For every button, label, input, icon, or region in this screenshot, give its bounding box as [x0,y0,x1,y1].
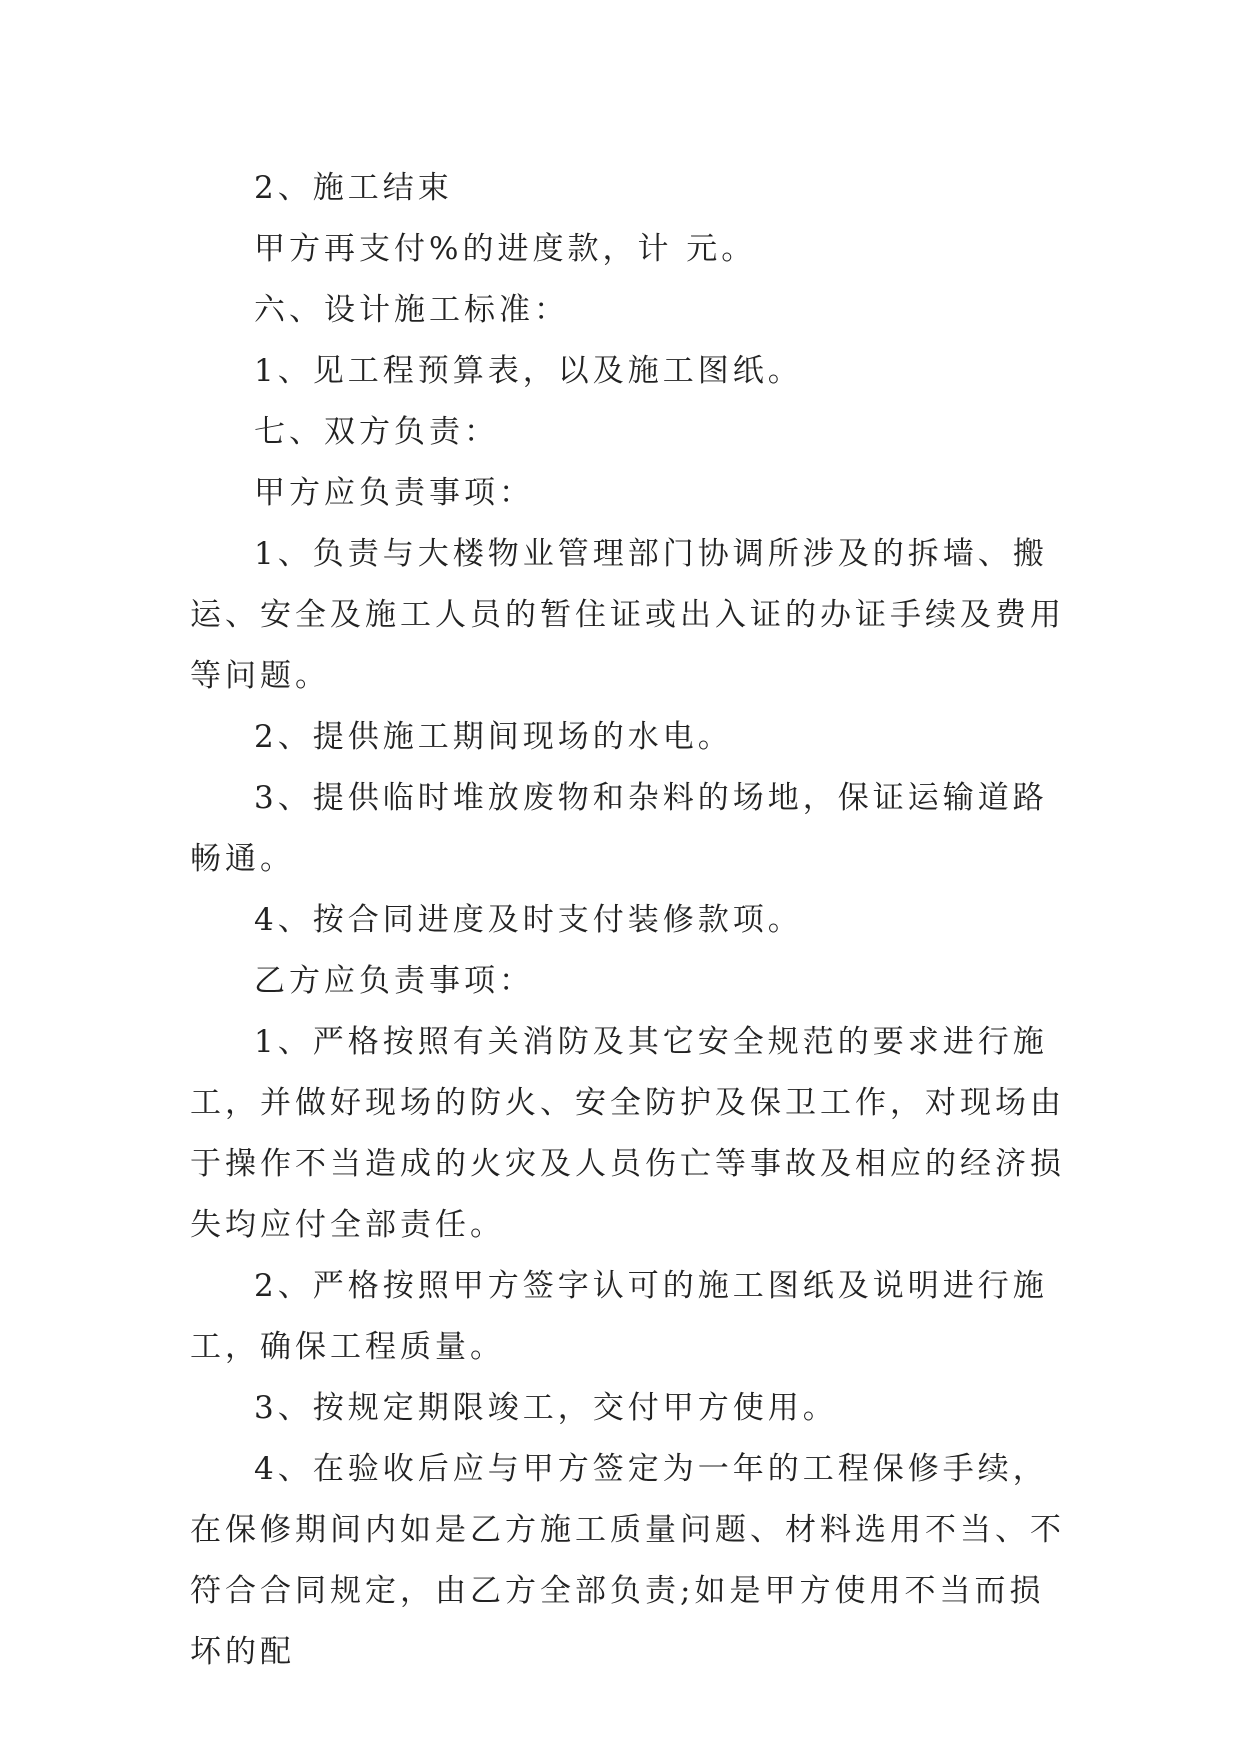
paragraph: 3、提供临时堆放废物和杂料的场地，保证运输道路畅通。 [190,780,1048,877]
document-body [190,158,1070,1683]
section-heading: 六、设计施工标准： [254,292,569,328]
paragraph: 2、提供施工期间现场的水电。 [254,719,733,755]
paragraph: 4、按合同进度及时支付装修款项。 [254,902,803,938]
paragraph: 2、严格按照甲方签字认可的施工图纸及说明进行施工，确保工程质量。 [190,1268,1048,1365]
paragraph: 1、负责与大楼物业管理部门协调所涉及的拆墙、搬运、安全及施工人员的暂住证或出入证的办证手续及费用等问题。 [190,536,1065,694]
paragraph: 2、施工结束 [254,170,453,206]
subsection-heading: 甲方应负责事项： [254,475,534,511]
paragraph: 3、按规定期限竣工，交付甲方使用。 [254,1390,838,1426]
paragraph: 甲方再支付%的进度款，计 元。 [254,231,757,267]
paragraph: 1、见工程预算表，以及施工图纸。 [254,353,803,389]
paragraph: 4、在验收后应与甲方签定为一年的工程保修手续，在保修期间内如是乙方施工质量问题、材料选用不当、不符合合同规定，由乙方全部负责;如是甲方使用不当而损坏的配 [190,1451,1065,1670]
section-heading: 七、双方负责： [254,414,499,450]
subsection-heading: 乙方应负责事项： [254,963,534,999]
paragraph: 1、严格按照有关消防及其它安全规范的要求进行施工，并做好现场的防火、安全防护及保卫工作，对现场由于操作不当造成的火灾及人员伤亡等事故及相应的经济损失均应付全部责任。 [190,1024,1065,1243]
